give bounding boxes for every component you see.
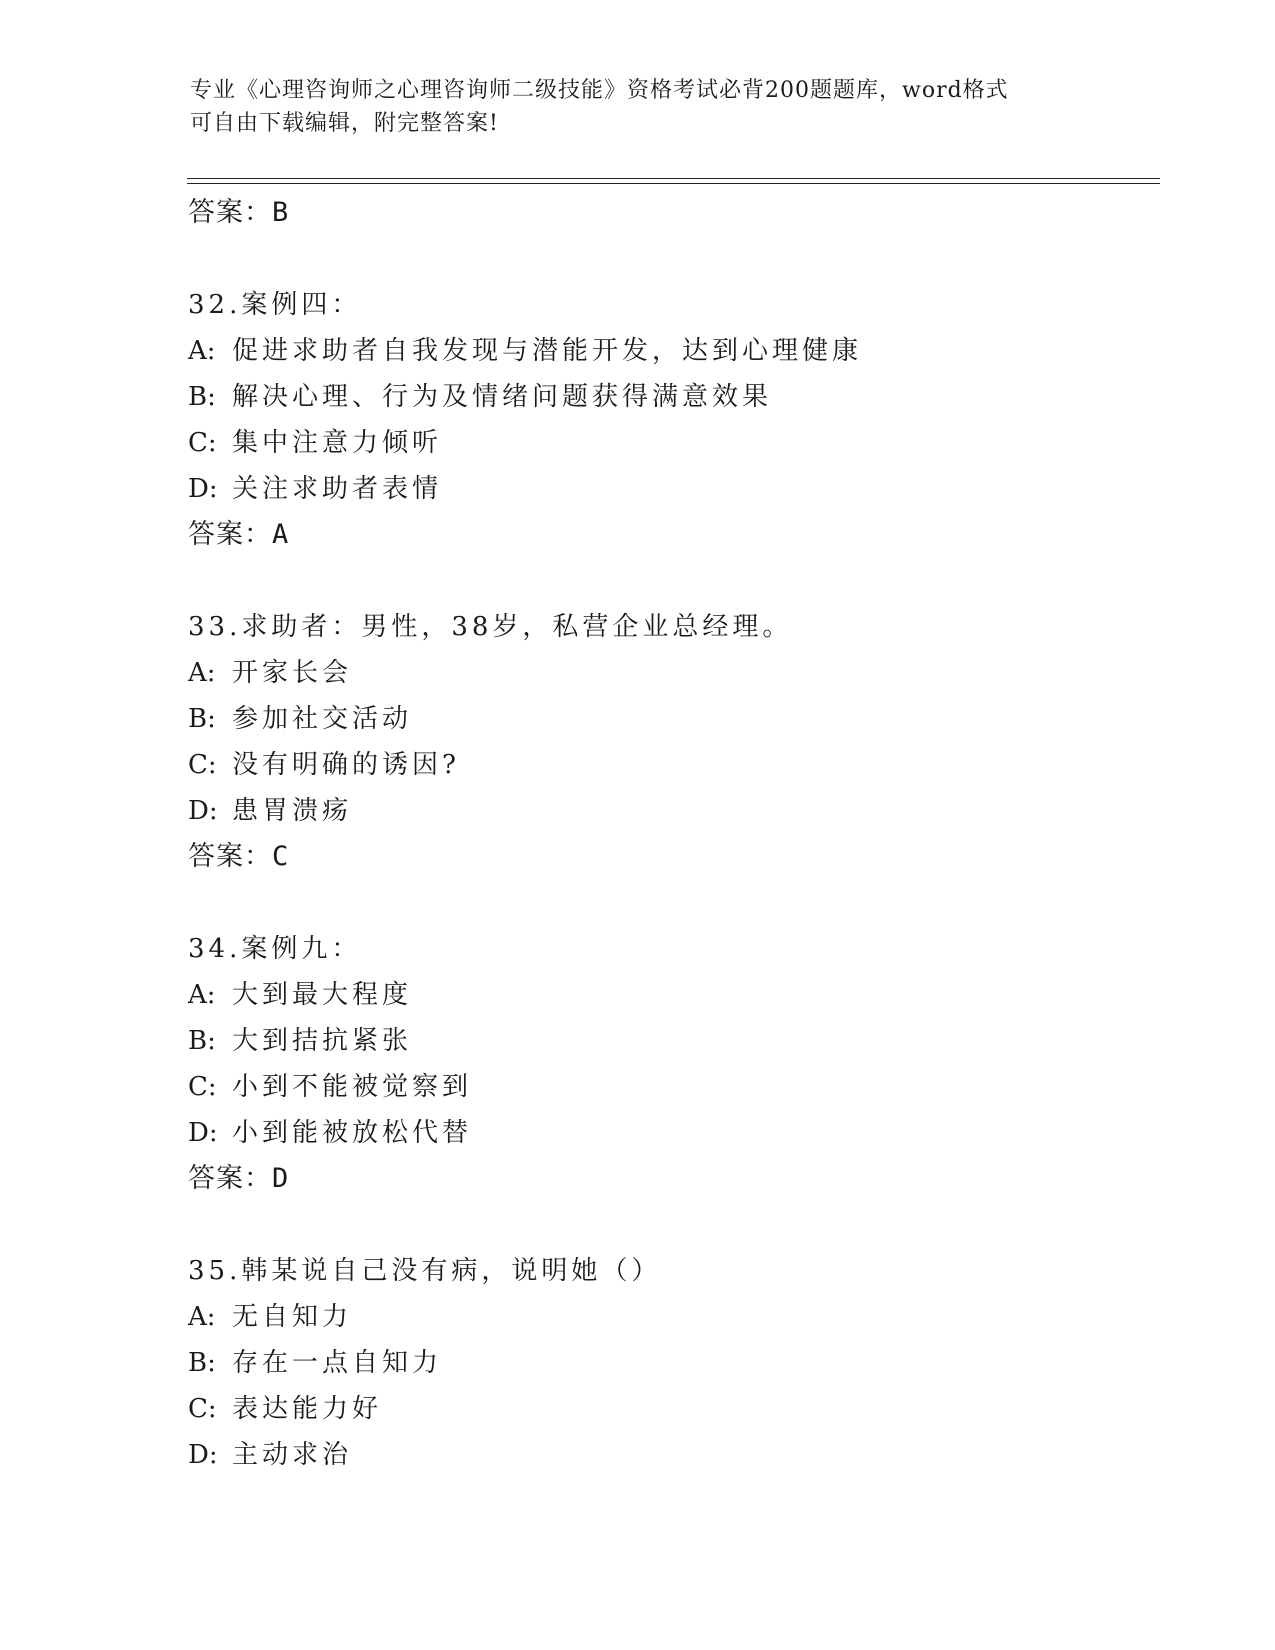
question-33 xyxy=(188,604,1168,880)
option-letter: B: xyxy=(188,704,216,734)
question-32 xyxy=(188,282,1168,558)
option-b xyxy=(188,696,1168,742)
option-letter: B: xyxy=(188,1026,216,1056)
option-text: 存在一点自知力 xyxy=(232,1348,443,1378)
option-text: 小到不能被觉察到 xyxy=(232,1072,473,1102)
option-b xyxy=(188,374,1168,420)
option-text: 小到能被放松代替 xyxy=(232,1118,473,1148)
option-letter: A: xyxy=(188,336,216,366)
option-letter: A: xyxy=(188,1302,216,1332)
question-answer: 答案：A xyxy=(188,519,290,550)
option-c xyxy=(188,1386,1168,1432)
header-line-2: 可自由下载编辑，附完整答案! xyxy=(190,111,499,136)
option-text: 集中注意力倾听 xyxy=(232,428,443,458)
option-a xyxy=(188,650,1168,696)
option-b xyxy=(188,1340,1168,1386)
option-text: 开家长会 xyxy=(232,658,353,688)
option-text: 没有明确的诱因? xyxy=(232,750,460,780)
question-title: 33.求助者：男性，38岁，私营企业总经理。 xyxy=(188,612,793,642)
option-letter: B: xyxy=(188,1348,216,1378)
option-text: 解决心理、行为及情绪问题获得满意效果 xyxy=(232,382,773,412)
option-text: 无自知力 xyxy=(232,1302,353,1332)
option-letter: C: xyxy=(188,428,217,458)
option-letter: D: xyxy=(188,1118,218,1148)
option-c xyxy=(188,742,1168,788)
spacer xyxy=(188,1202,1168,1248)
option-text: 关注求助者表情 xyxy=(232,474,443,504)
option-d xyxy=(188,466,1168,512)
document-body xyxy=(188,190,1168,1478)
spacer xyxy=(188,558,1168,604)
question-34 xyxy=(188,926,1168,1202)
question-title: 35.韩某说自己没有病，说明她（） xyxy=(188,1256,662,1286)
option-text: 患胃溃疡 xyxy=(232,796,353,826)
question-35 xyxy=(188,1248,1168,1478)
option-letter: C: xyxy=(188,1394,217,1424)
option-text: 表达能力好 xyxy=(232,1394,383,1424)
option-text: 促进求助者自我发现与潜能开发，达到心理健康 xyxy=(232,336,863,366)
option-b xyxy=(188,1018,1168,1064)
option-c xyxy=(188,420,1168,466)
spacer xyxy=(188,236,1168,282)
header-divider-top xyxy=(187,178,1160,179)
option-letter: D: xyxy=(188,474,218,504)
header-line-1: 专业《心理咨询师之心理咨询师二级技能》资格考试必背200题题库，word格式 xyxy=(190,78,1009,103)
question-answer: 答案：C xyxy=(188,841,290,872)
question-title: 32.案例四： xyxy=(188,290,362,320)
option-letter: D: xyxy=(188,1440,218,1470)
option-a xyxy=(188,328,1168,374)
option-text: 大到最大程度 xyxy=(232,980,413,1010)
option-text: 参加社交活动 xyxy=(232,704,413,734)
spacer xyxy=(188,880,1168,926)
option-letter: C: xyxy=(188,1072,217,1102)
option-letter: D: xyxy=(188,796,218,826)
option-d xyxy=(188,788,1168,834)
option-a xyxy=(188,1294,1168,1340)
option-d xyxy=(188,1110,1168,1156)
option-a xyxy=(188,972,1168,1018)
option-letter: A: xyxy=(188,980,216,1010)
option-letter: A: xyxy=(188,658,216,688)
question-answer: 答案：D xyxy=(188,1163,290,1194)
header-divider-bottom xyxy=(187,183,1160,184)
question-title: 34.案例九： xyxy=(188,934,362,964)
option-d xyxy=(188,1432,1168,1478)
previous-answer: 答案：B xyxy=(188,197,290,228)
option-text: 大到拮抗紧张 xyxy=(232,1026,413,1056)
option-letter: B: xyxy=(188,382,216,412)
option-letter: C: xyxy=(188,750,217,780)
option-text: 主动求治 xyxy=(232,1440,353,1470)
option-c xyxy=(188,1064,1168,1110)
document-header xyxy=(190,74,1090,140)
